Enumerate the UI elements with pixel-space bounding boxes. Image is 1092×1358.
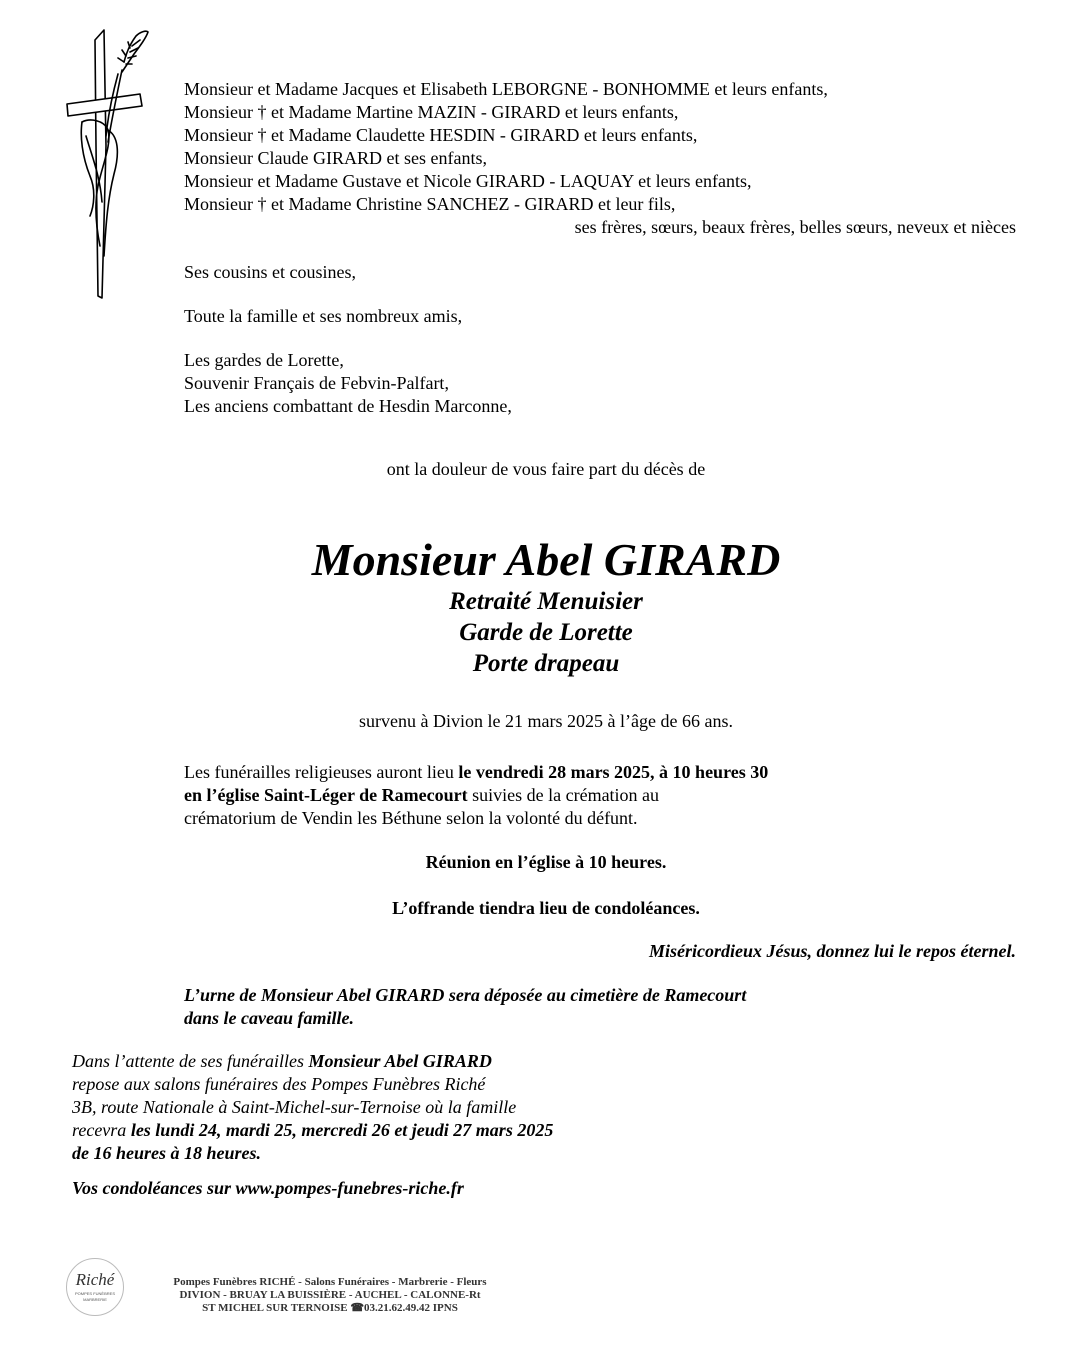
visitation-text: recevra (72, 1120, 131, 1140)
deceased-name: Monsieur Abel GIRARD (311, 534, 781, 585)
cousins-line: Ses cousins et cousines, (184, 262, 356, 282)
offering-line: L’offrande tiendra lieu de condoléances. (392, 898, 700, 918)
meeting-line: Réunion en l’église à 10 heures. (425, 852, 667, 872)
urn-info (184, 984, 746, 1030)
announcement: ont la douleur de vous faire part du décès de (386, 459, 706, 479)
visitation-info (72, 1050, 553, 1165)
funeral-text: suivies de la crémation au (467, 785, 660, 805)
death-line: survenu à Divion le 21 mars 2025 à l’âge de 66 ans. (359, 711, 733, 731)
footer-line: Pompes Funèbres RICHÉ - Salons Funéraires - Marbrerie - Fleurs (173, 1276, 487, 1288)
prayer-line: Miséricordieux Jésus, donnez lui le repos éternel. (648, 941, 1016, 961)
riche-logo (66, 1258, 124, 1316)
urn-line: dans le caveau famille. (184, 1008, 354, 1028)
visitation-text: Dans l’attente de ses funérailles (72, 1051, 309, 1071)
logo-subtext: POMPES FUNÈBRES (74, 1291, 115, 1296)
funeral-date: le vendredi 28 mars 2025, à 10 heures 30 (458, 762, 769, 782)
family-line: Monsieur et Madame Gustave et Nicole GIRARD - LAQUAY et leurs enfants, (184, 171, 752, 191)
family-line: Monsieur † et Madame Christine SANCHEZ - GIRARD et leur fils, (184, 194, 676, 214)
associations-list (184, 349, 512, 418)
family-line: Monsieur † et Madame Martine MAZIN - GIRARD et leurs enfants, (184, 102, 679, 122)
footer-info (140, 1276, 520, 1315)
visitation-dates: les lundi 24, mardi 25, mercredi 26 et jeudi 27 mars 2025 (130, 1120, 554, 1140)
footer-phone: 03.21.62.49.42 IPNS (364, 1302, 458, 1314)
association-line: Les gardes de Lorette, (184, 350, 344, 370)
funeral-text: crématorium de Vendin les Béthune selon la volonté du défunt. (184, 808, 638, 828)
deceased-titles (0, 586, 1092, 679)
visitation-hours: de 16 heures à 18 heures. (72, 1143, 262, 1163)
funeral-text: Les funérailles religieuses auront lieu (184, 762, 459, 782)
cross-wheat-illustration (60, 26, 160, 306)
condolences-line (72, 1177, 464, 1200)
deceased-title: Porte drapeau (472, 650, 620, 677)
deceased-title: Retraité Menuisier (449, 588, 643, 615)
association-line: Les anciens combattant de Hesdin Marconne, (184, 396, 512, 416)
visitation-name: Monsieur Abel GIRARD (308, 1051, 492, 1071)
footer-line: DIVION - BRUAY LA BUISSIÈRE - AUCHEL - CALONNE-Rt (179, 1289, 481, 1301)
urn-line: L’urne de Monsieur Abel GIRARD sera déposée au cimetière de Ramecourt (184, 985, 747, 1005)
footer-line: ST MICHEL SUR TERNOISE (202, 1302, 351, 1314)
siblings-line: ses frères, sœurs, beaux frères, belles sœurs, neveux et nièces (574, 217, 1016, 237)
family-list (184, 78, 828, 216)
condolences-link[interactable]: Vos condoléances sur www.pompes-funebres-riche.fr (72, 1178, 464, 1198)
family-line: Monsieur † et Madame Claudette HESDIN - GIRARD et leurs enfants, (184, 125, 698, 145)
phone-icon: ☎ (350, 1302, 365, 1314)
family-line: Monsieur Claude GIRARD et ses enfants, (184, 148, 487, 168)
association-line: Souvenir Français de Febvin-Palfart, (184, 373, 449, 393)
visitation-text: 3B, route Nationale à Saint-Michel-sur-Ternoise où la famille (72, 1097, 517, 1117)
friends-line: Toute la famille et ses nombreux amis, (184, 306, 463, 326)
funeral-church: en l’église Saint-Léger de Ramecourt (184, 785, 468, 805)
family-line: Monsieur et Madame Jacques et Elisabeth LEBORGNE - BONHOMME et leurs enfants, (184, 79, 828, 99)
deceased-title: Garde de Lorette (459, 619, 633, 646)
logo-brand: Riché (75, 1270, 115, 1289)
logo-subtext: MARBRERIE (83, 1297, 107, 1302)
visitation-text: repose aux salons funéraires des Pompes Funèbres Riché (72, 1074, 486, 1094)
funeral-info (184, 761, 768, 830)
